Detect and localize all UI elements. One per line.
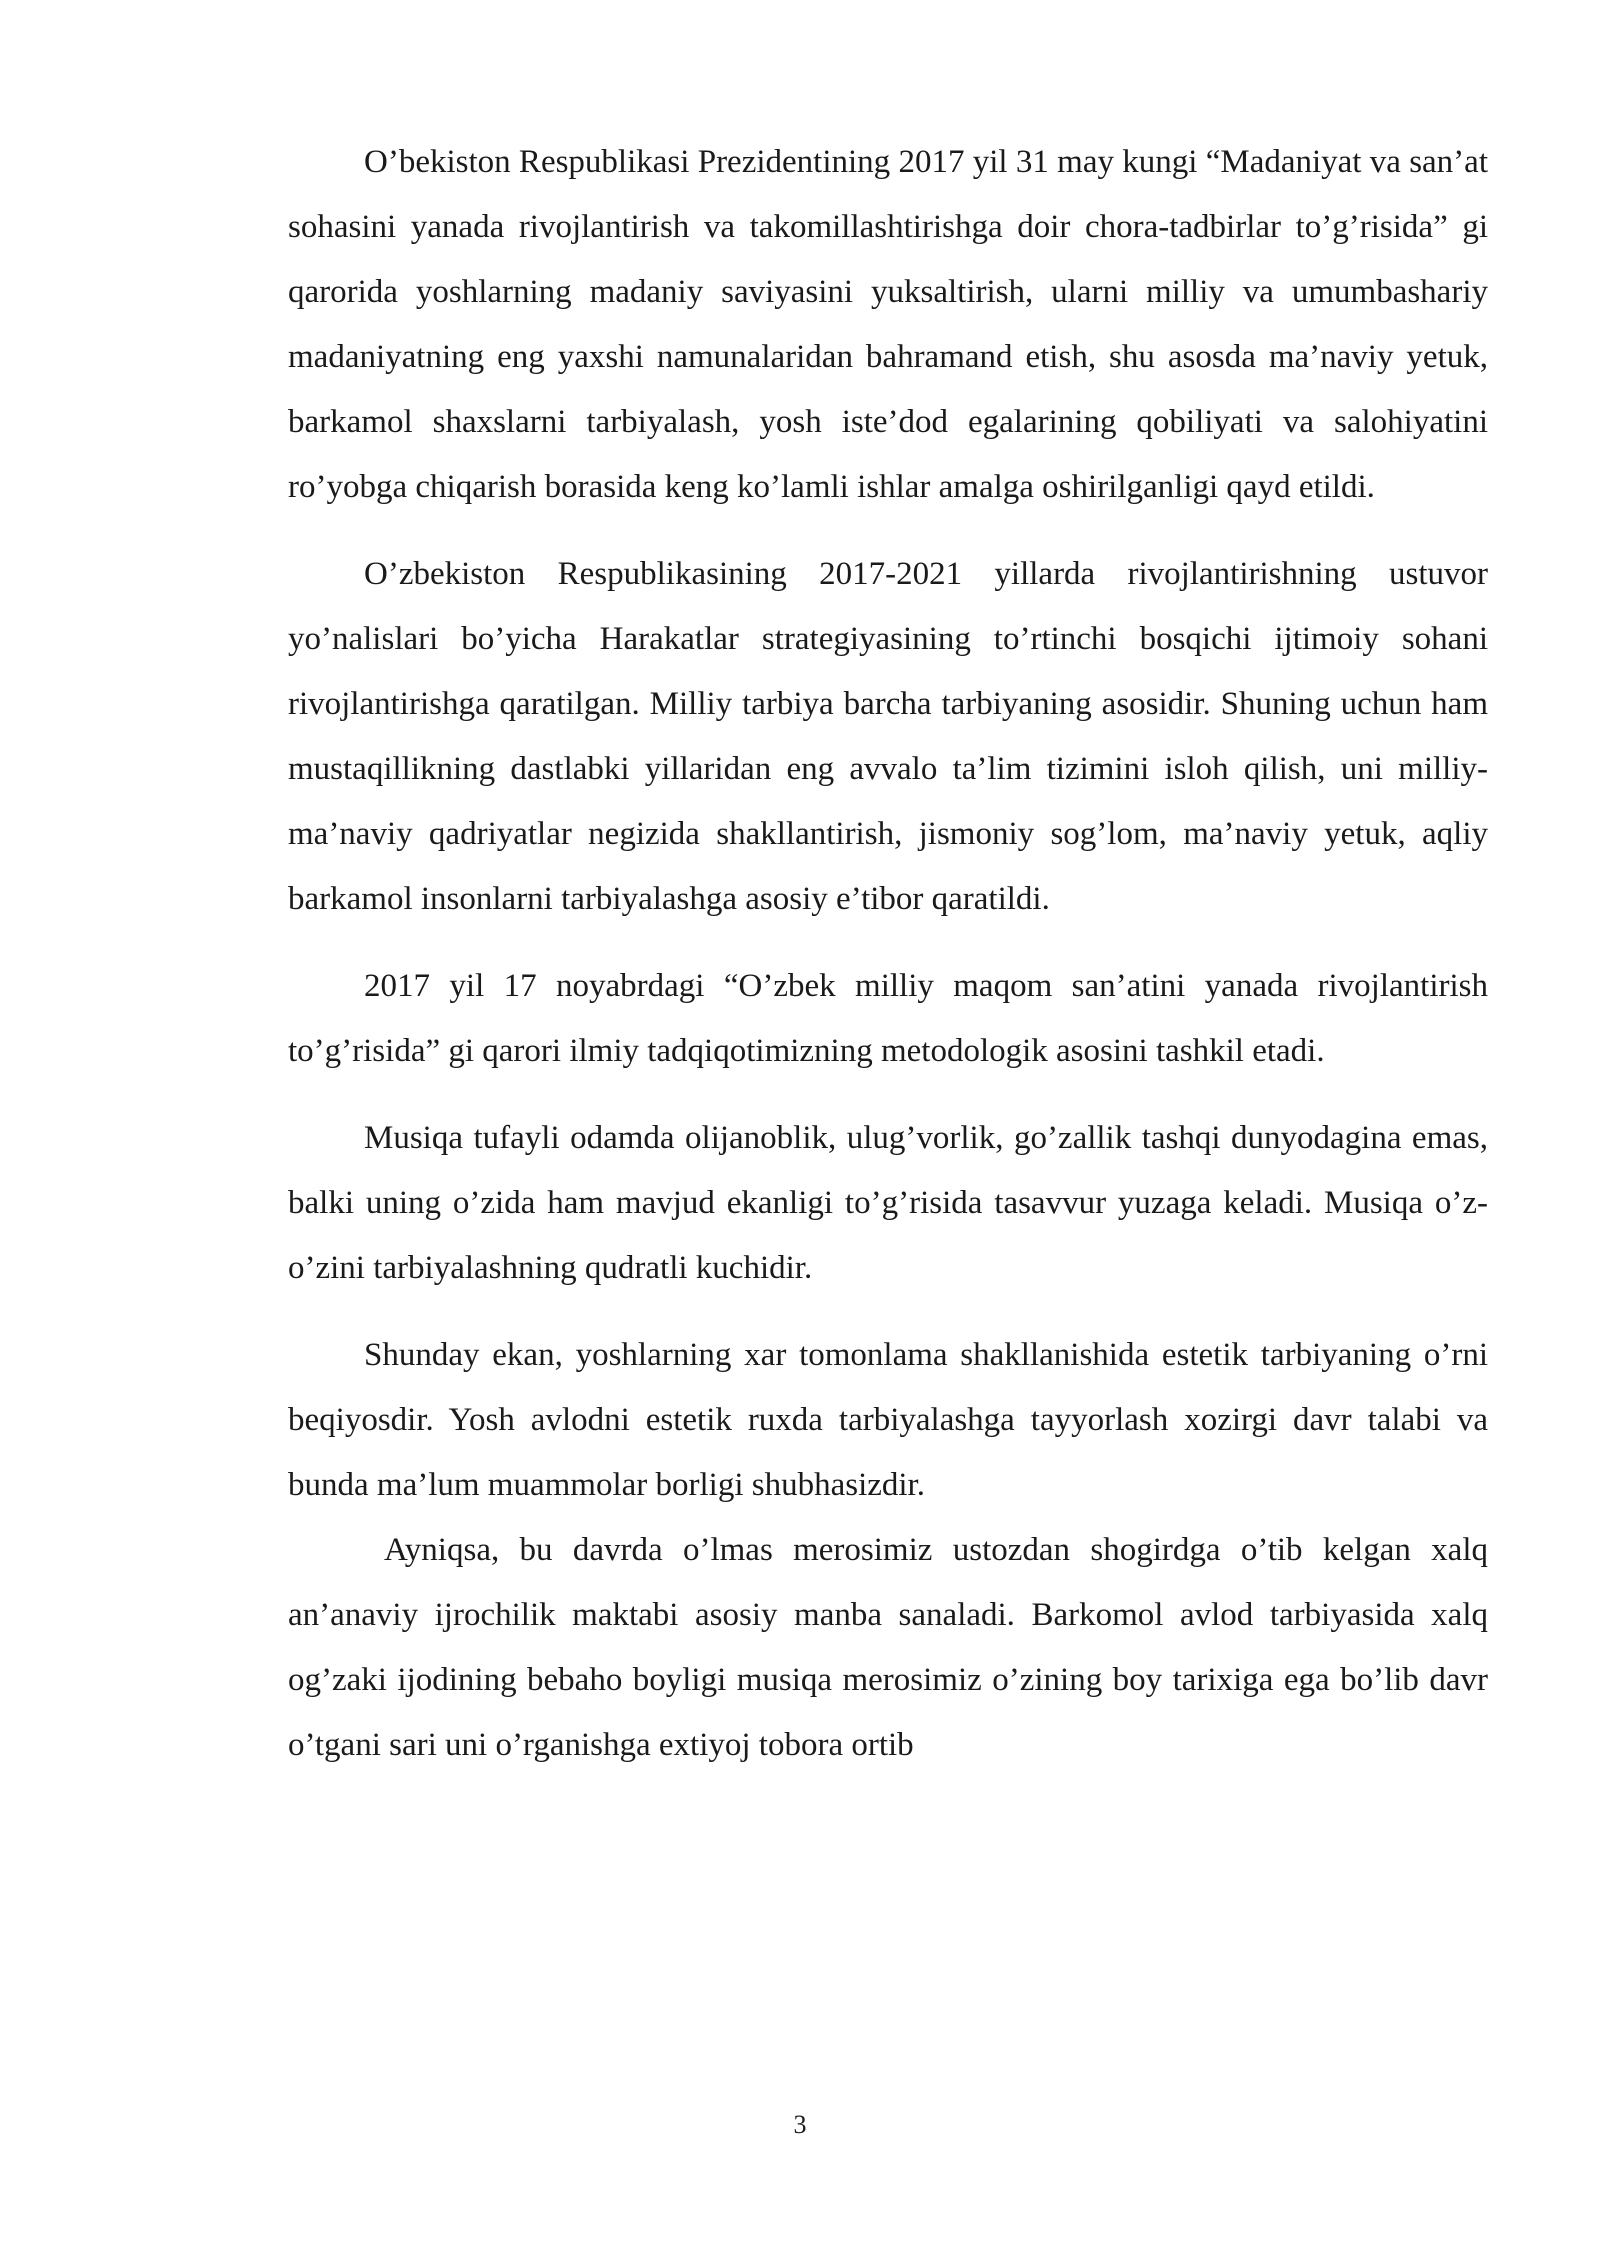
paragraph-2: O’zbekiston Respublikasining 2017-2021 yillarda rivojlantirishning ustuvor yo’nalislari bo’yicha Harakatlar strategiyasining to’rtinchi bosqichi ijtimoiy sohani rivojlantirishga qaratilgan. Milliy tarbiya barcha tarbiyaning asosidir. Shuning uchun ham mustaqillikning dastlabki yillaridan eng avvalo ta’lim tizimini isloh qilish, uni milliy-ma’naviy qadriyatlar negizida shakllantirish, jismoniy sog’lom, ma’naviy yetuk, aqliy barkamol insonlarni tarbiyalashga asosiy e’tibor qaratildi. [288,556,1488,917]
document-body [288,130,1488,1778]
page-number: 3 [793,2110,807,2139]
paragraph-4: Musiqa tufayli odamda olijanoblik, ulug’vorlik, go’zallik tashqi dunyodagina emas, balki uning o’zida ham mavjud ekanligi to’g’risida tasavvur yuzaga keladi. Musiqa o’z-o’zini tarbiyalashning qudratli kuchidir. [288,1120,1488,1286]
paragraph-5: Shunday ekan, yoshlarning xar tomonlama shakllanishida estetik tarbiyaning o’rni beqiyosdir. Yosh avlodni estetik ruxda tarbiyalashga tayyorlash xozirgi davr talabi va bunda ma’lum muammolar borligi shubhasizdir. [288,1337,1488,1503]
paragraph-1: O’bekiston Respublikasi Prezidentining 2017 yil 31 may kungi “Madaniyat va san’at sohasini yanada rivojlantirish va takomillashtirishga doir chora-tadbirlar to’g’risida” gi qarorida yoshlarning madaniy saviyasini yuksaltirish, ularni milliy va umumbashariy madaniyatning eng yaxshi namunalaridan bahramand etish, shu asosda ma’naviy yetuk, barkamol shaxslarni tarbiyalash, yosh iste’dod egalarining qobiliyati va salohiyatini ro’yobga chiqarish borasida keng ko’lamli ishlar amalga oshirilganligi qayd etildi. [288,144,1488,505]
paragraph-6: Ayniqsa, bu davrda o’lmas merosimiz ustozdan shogirdga o’tib kelgan xalq an’anaviy ijrochilik maktabi asosiy manba sanaladi. Barkomol avlod tarbiyasida xalq og’zaki ijodining bebaho boyligi musiqa merosimiz o’zining boy tarixiga ega bo’lib davr o’tgani sari uni o’rganishga extiyoj tobora ortib [288,1532,1488,1763]
paragraph-3: 2017 yil 17 noyabrdagi “O’zbek milliy maqom san’atini yanada rivojlantirish to’g’risida” gi qarori ilmiy tadqiqotimizning metodologik asosini tashkil etadi. [288,968,1488,1069]
